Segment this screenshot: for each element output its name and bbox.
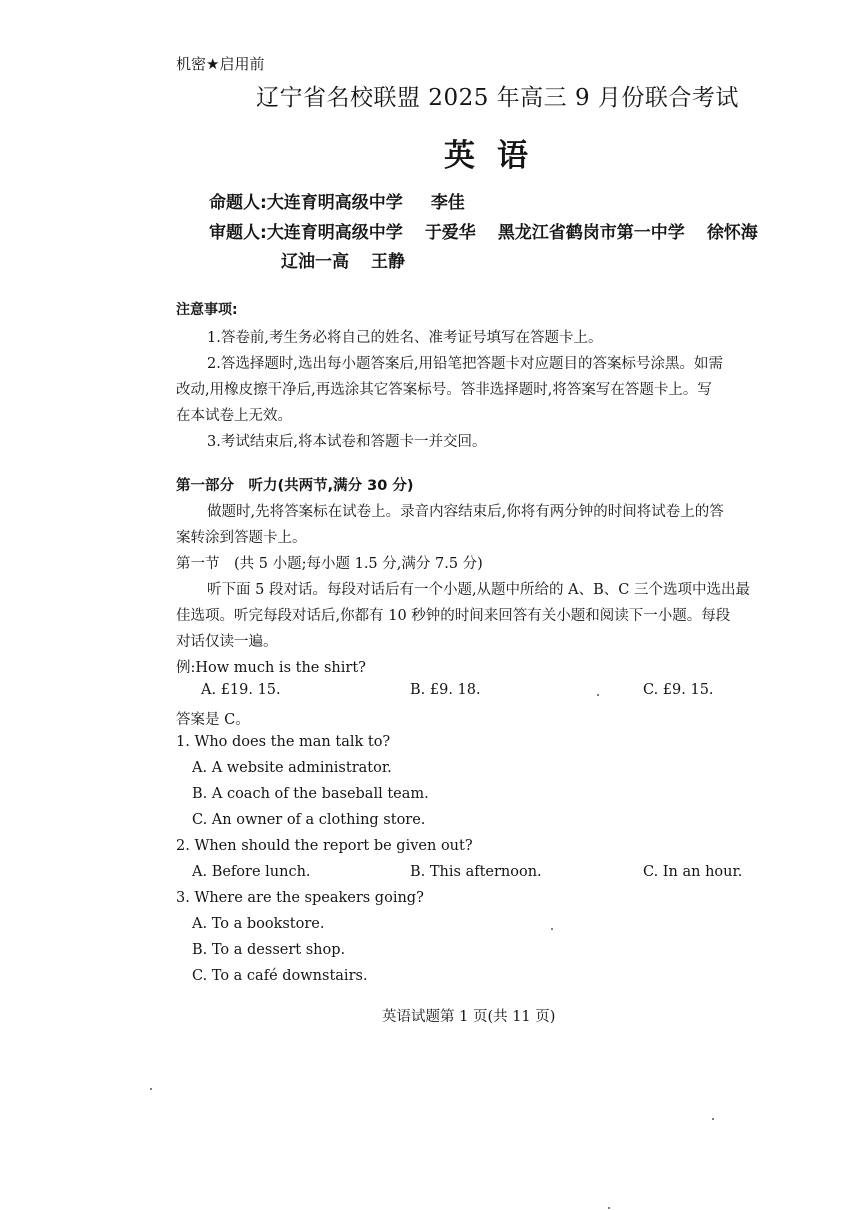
question-1: 1. Who does the man talk to?: [176, 734, 391, 750]
reviewer-label: 审题人:: [209, 223, 267, 243]
confidential-label: 机密★启用前: [176, 55, 265, 73]
reviewer-line: [209, 218, 758, 243]
scan-speck: [597, 694, 599, 696]
section1-line-3: 对话仅读一遍。: [176, 634, 278, 650]
reviewer1-name: 于爱华: [424, 223, 476, 243]
subject-title: 英语: [444, 138, 550, 174]
notice-item-2-line-1: 2.答选择题时,选出每小题答案后,用铅笔把答题卡对应题目的答案标号涂黑。如需: [207, 356, 724, 372]
example-option-c: C. £9. 15.: [643, 682, 714, 698]
page-footer: 英语试题第 1 页(共 11 页): [382, 1009, 556, 1025]
reviewer3-name: 王静: [371, 252, 405, 272]
question-3-option-a: A. To a bookstore.: [192, 916, 325, 932]
part1-heading: 第一部分 听力(共两节,满分 30 分): [176, 478, 414, 494]
question-2-option-a: A. Before lunch.: [192, 864, 311, 880]
notice-item-3: 3.考试结束后,将本试卷和答题卡一并交回。: [207, 434, 487, 450]
notice-item-2-line-2: 改动,用橡皮擦干净后,再选涂其它答案标号。答非选择题时,将答案写在答题卡上。写: [176, 382, 712, 398]
reviewer1-school: 大连育明高级中学: [266, 223, 403, 243]
setter-label: 命题人:: [209, 193, 267, 213]
notice-item-2-line-3: 在本试卷上无效。: [176, 408, 292, 424]
notice-heading: 注意事项:: [176, 302, 238, 318]
scan-speck: [150, 1088, 152, 1090]
example-answer: 答案是 C。: [176, 712, 250, 728]
section1-heading: 第一节 (共 5 小题;每小题 1.5 分,满分 7.5 分): [176, 556, 483, 572]
example-option-b: B. £9. 18.: [410, 682, 481, 698]
question-1-option-a: A. A website administrator.: [192, 760, 392, 776]
question-3-option-c: C. To a café downstairs.: [192, 968, 368, 984]
reviewer3-school: 辽油一高: [281, 252, 349, 272]
setter-school: 大连育明高级中学: [266, 193, 403, 213]
exam-title: 辽宁省名校联盟 2025 年高三 9 月份联合考试: [256, 85, 739, 111]
question-3-option-b: B. To a dessert shop.: [192, 942, 346, 958]
part1-intro-line-2: 案转涂到答题卡上。: [176, 530, 307, 546]
section1-line-1: 听下面 5 段对话。每段对话后有一个小题,从题中所给的 A、B、C 三个选项中选出最: [207, 582, 750, 598]
question-2-option-c: C. In an hour.: [643, 864, 743, 880]
question-2: 2. When should the report be given out?: [176, 838, 473, 854]
example-option-a: A. £19. 15.: [201, 682, 281, 698]
question-3: 3. Where are the speakers going?: [176, 890, 424, 906]
example-question: 例:How much is the shirt?: [176, 660, 366, 676]
scan-speck: [551, 928, 553, 930]
scan-speck: [608, 1207, 610, 1209]
setter-name: 李佳: [430, 193, 465, 213]
notice-item-1: 1.答卷前,考生务必将自己的姓名、准考证号填写在答题卡上。: [207, 330, 603, 346]
section1-line-2: 佳选项。听完每段对话后,你都有 10 秒钟的时间来回答有关小题和阅读下一小题。每段: [176, 608, 731, 624]
reviewer2-name: 徐怀海: [706, 223, 758, 243]
part1-intro-line-1: 做题时,先将答案标在试卷上。录音内容结束后,你将有两分钟的时间将试卷上的答: [207, 504, 724, 520]
question-2-option-b: B. This afternoon.: [410, 864, 542, 880]
reviewer-line-2: [281, 247, 405, 272]
reviewer2-school: 黑龙江省鹤岗市第一中学: [497, 223, 685, 243]
question-1-option-c: C. An owner of a clothing store.: [192, 812, 426, 828]
setter-line: [209, 188, 465, 213]
scan-speck: [712, 1118, 714, 1120]
question-1-option-b: B. A coach of the baseball team.: [192, 786, 429, 802]
